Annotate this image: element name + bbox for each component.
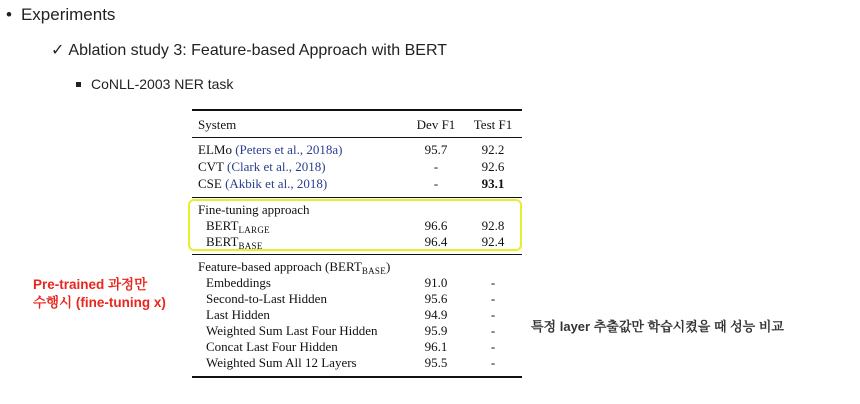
dev-f1-value: 96.6 <box>424 218 448 233</box>
bullet-dot-icon: • <box>6 5 12 24</box>
bullet-conll-text: CoNLL-2003 NER task <box>91 76 234 92</box>
header-rule <box>192 137 522 138</box>
test-f1-value: - <box>490 355 496 370</box>
dev-f1-value: - <box>433 159 439 174</box>
system-name: CSE <box>198 176 222 191</box>
system-name: BERT <box>206 218 239 233</box>
bullet-ablation-text: Ablation study 3: Feature-based Approach with BERT <box>68 42 447 59</box>
feature-heading-suffix: ) <box>386 259 391 274</box>
test-f1-value: - <box>490 275 496 290</box>
section-rule <box>192 197 522 198</box>
system-name: ELMo <box>198 142 232 157</box>
dev-f1-value: 95.7 <box>424 142 448 157</box>
system-subscript: BASE <box>238 241 263 251</box>
checkmark-icon: ✓ <box>51 42 65 59</box>
feature-heading-subscript: BASE <box>361 266 387 276</box>
system-name: CVT <box>198 159 224 174</box>
table-bottom-rule <box>192 376 522 378</box>
bullet-experiments-text: Experiments <box>20 5 116 24</box>
test-f1-value: - <box>490 323 496 338</box>
table-top-rule <box>192 109 522 111</box>
dev-f1-value: 95.9 <box>424 323 448 338</box>
test-f1-value-best: 93.1 <box>481 176 505 191</box>
system-name: BERT <box>206 234 239 249</box>
dev-f1-value: - <box>433 176 439 191</box>
dev-f1-value: 96.4 <box>424 234 448 249</box>
test-f1-value: 92.2 <box>481 142 505 157</box>
layer-comparison-annotation: 특정 layer 추출값만 학습시켰을 때 성능 비교 <box>531 319 784 334</box>
table-row: Weighted Sum All 12 Layers <box>206 355 357 370</box>
bullet-ablation-study <box>51 40 447 60</box>
bullet-experiments <box>6 5 115 25</box>
dev-f1-value: 91.0 <box>424 275 448 290</box>
table-row: Weighted Sum Last Four Hidden <box>206 323 378 338</box>
test-f1-value: - <box>490 291 496 306</box>
dev-f1-value: 96.1 <box>424 339 448 354</box>
table-row: Second-to-Last Hidden <box>206 291 327 306</box>
table-row: Last Hidden <box>206 307 270 322</box>
header-test-f1: Test F1 <box>473 117 513 132</box>
square-bullet-icon <box>76 82 81 87</box>
citation: (Akbik et al., 2018) <box>225 176 328 191</box>
bullet-conll-task <box>76 76 233 92</box>
test-f1-value: 92.6 <box>481 159 505 174</box>
dev-f1-value: 95.6 <box>424 291 448 306</box>
test-f1-value: 92.4 <box>481 234 505 249</box>
citation: (Clark et al., 2018) <box>227 159 326 174</box>
system-subscript: LARGE <box>238 225 270 235</box>
pretrained-annotation <box>33 276 166 312</box>
table-row: Embeddings <box>206 275 271 290</box>
pretrained-annotation-line2: 수행시 (fine-tuning x) <box>33 295 166 310</box>
table-row <box>198 159 326 175</box>
feature-heading <box>198 259 390 276</box>
section-rule <box>192 254 522 255</box>
table-row <box>198 142 342 158</box>
citation: (Peters et al., 2018a) <box>235 142 343 157</box>
feature-heading-prefix: Feature-based approach (BERT <box>198 259 362 274</box>
pretrained-annotation-line1: Pre-trained 과정만 <box>33 277 148 292</box>
dev-f1-value: 94.9 <box>424 307 448 322</box>
header-dev-f1: Dev F1 <box>416 117 456 132</box>
test-f1-value: 92.8 <box>481 218 505 233</box>
header-system: System <box>198 117 237 132</box>
finetune-highlight-box <box>188 199 522 251</box>
test-f1-value: - <box>490 339 496 354</box>
table-row: Concat Last Four Hidden <box>206 339 338 354</box>
dev-f1-value: 95.5 <box>424 355 448 370</box>
test-f1-value: - <box>490 307 496 322</box>
table-row <box>198 176 327 192</box>
finetune-heading: Fine-tuning approach <box>198 202 310 217</box>
